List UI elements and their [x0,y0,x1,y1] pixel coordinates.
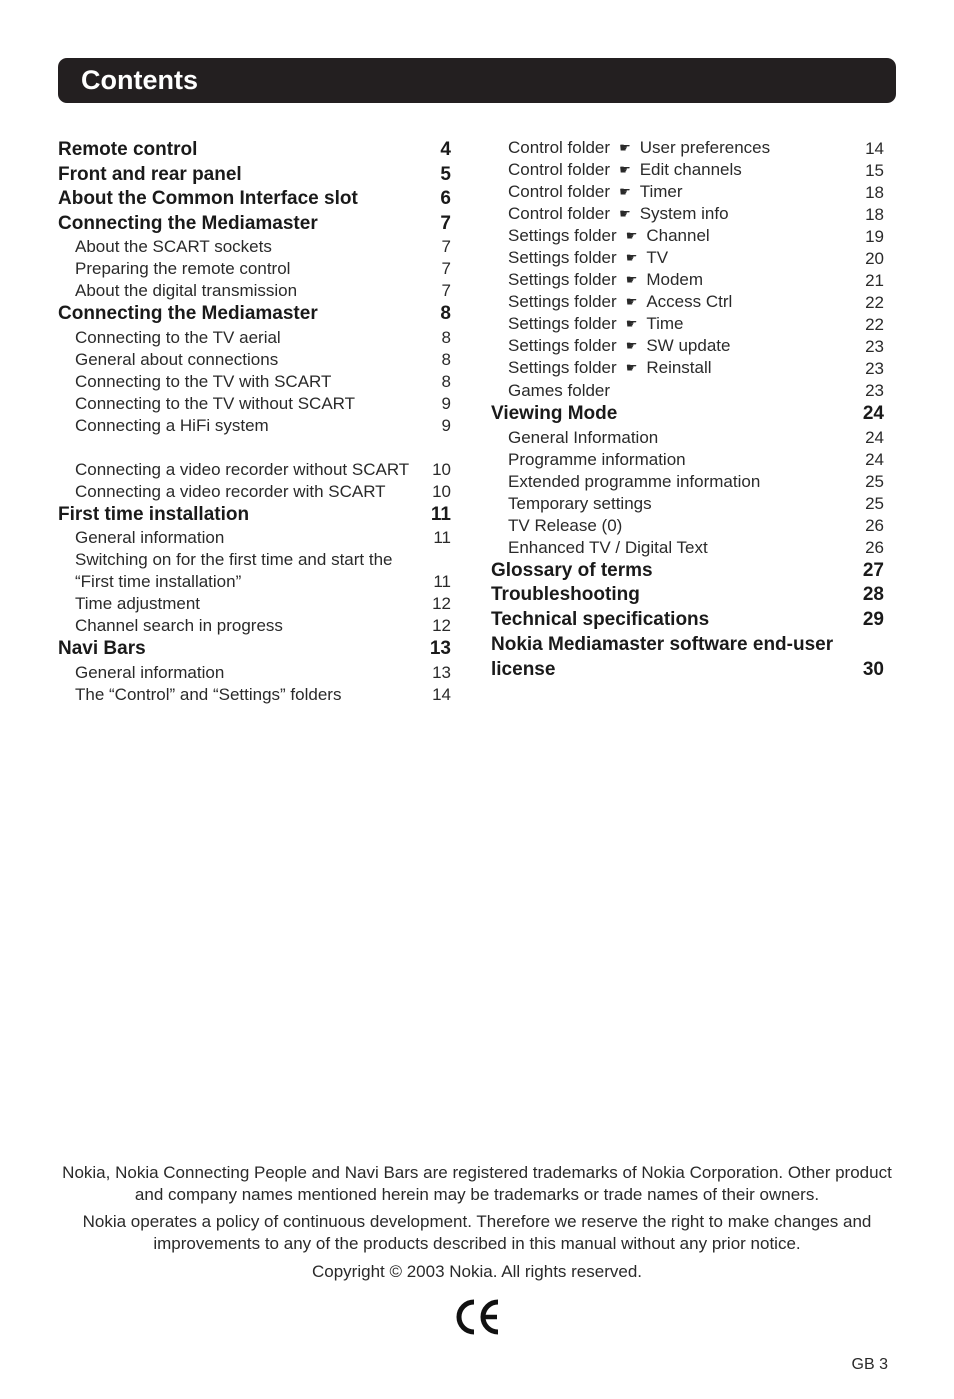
toc-entry-title: General Information [508,427,659,447]
pointing-hand-icon: ☛ [625,338,638,353]
toc-entry-title: Preparing the remote control [75,259,291,278]
toc-page-number: 24 [865,427,884,447]
toc-entry-title: Connecting the Mediamaster [58,303,318,324]
pointing-hand-icon: ☛ [625,250,638,265]
toc-entry-title: Glossary of terms [491,559,653,581]
toc-folder-name: Settings folder [508,270,617,289]
toc-entry-title: Nokia Mediamaster software end-user license [491,634,834,680]
toc-folder-item: TV [646,248,669,267]
toc-section-entry [491,583,884,608]
toc-folder-item: Access Ctrl [646,292,733,311]
toc-section-entry [58,163,451,188]
toc-folder-name: Settings folder [508,226,617,245]
toc-entry-title: Channel search in progress [75,616,283,635]
toc-entry-title: Extended programme information [508,471,761,491]
toc-subsection-entry [58,481,451,503]
page-title: Contents [81,65,198,95]
toc-page-number: 7 [441,259,451,278]
toc-page-number: 11 [430,503,451,525]
toc-subsection-entry [491,204,884,226]
toc-page-number: 11 [433,528,451,547]
contents-header [58,58,896,103]
toc-section-entry [58,187,451,212]
toc-folder-item: Reinstall [646,358,712,377]
toc-section-entry [58,637,451,662]
pointing-hand-icon: ☛ [619,184,631,199]
toc-page-number: 7 [441,237,451,256]
toc-page-number: 12 [432,594,451,613]
toc-subsection-entry [58,615,451,637]
toc-entry-title: Games folder [508,381,611,400]
toc-subsection-entry [58,593,451,615]
toc-folder-item: SW update [646,336,731,355]
policy-notice: Nokia operates a policy of continuous development. Therefore we reserve the right to make changes and improvements to any of the products described in this manual without any prior notice. [82,1212,872,1253]
page-number: GB 3 [851,1356,888,1373]
toc-page-number: 8 [441,327,451,347]
toc-entry-title: General information [75,528,225,547]
toc-subsection-entry [58,349,451,371]
toc-page-number: 10 [432,481,451,501]
toc-subsection-entry [491,380,884,402]
toc-subsection-entry [491,292,884,314]
toc-entry-title: Front and rear panel [58,163,242,185]
toc-subsection-entry [58,258,451,280]
toc-entry-title [508,225,854,248]
toc-entry-title [508,159,854,182]
toc-page-number: 23 [865,381,884,400]
ce-mark-icon [452,1296,502,1338]
toc-page-number: 24 [865,449,884,469]
toc-folder-name: Settings folder [508,292,617,311]
toc-page-number: 12 [432,616,451,635]
toc-subsection-entry [491,515,884,537]
toc-entry-title: Enhanced TV / Digital Text [508,537,708,557]
toc-subsection-entry [58,437,451,481]
toc-section-entry [58,212,451,237]
toc-folder-item: Time [646,314,684,333]
toc-page-number: 20 [865,249,884,268]
pointing-hand-icon: ☛ [625,360,638,375]
toc-entry-title: Remote control [58,139,198,160]
toc-page-number: 18 [865,205,884,224]
toc-subsection-entry [491,226,884,248]
toc-entry-title [508,203,854,226]
toc-page-number: 8 [441,371,451,391]
toc-page-number: 26 [865,515,884,535]
toc-left-column [58,138,451,706]
toc-entry-title [508,335,854,358]
toc-subsection-entry [491,138,884,160]
toc-entry-title: Viewing Mode [491,403,618,424]
toc-entry-title: About the digital transmission [75,281,298,300]
toc-folder-item: Timer [639,182,683,201]
toc-entry-title: Troubleshooting [491,584,640,605]
toc-entry-title: Connecting to the TV aerial [75,327,281,347]
toc-entry-title: Time adjustment [75,594,201,613]
toc-page-number: 5 [440,163,451,185]
toc-entry-title: Connecting a video recorder with SCART [75,481,386,501]
toc-folder-name: Control folder [508,182,611,201]
toc-page-number: 27 [862,559,884,581]
toc-subsection-entry [58,280,451,302]
toc-page-number: 14 [865,139,884,158]
toc-subsection-entry [491,358,884,380]
toc-page-number: 25 [865,471,884,491]
toc-page-number: 14 [432,684,451,704]
toc-page-number: 8 [440,303,451,324]
pointing-hand-icon: ☛ [625,294,638,309]
toc-subsection-entry [58,393,451,415]
toc-page-number: 11 [433,572,451,591]
toc-page-number: 7 [440,212,451,234]
toc-entry-title: Connecting to the TV without SCART [75,393,356,413]
toc-subsection-entry [58,549,451,593]
toc-page-number: 9 [441,393,451,413]
toc-entry-title: Connecting the Mediamaster [58,212,318,234]
toc-page-number: 10 [432,459,451,479]
pointing-hand-icon: ☛ [619,206,631,221]
toc-subsection-entry [58,684,451,706]
toc-entry-title: General about connections [75,349,279,369]
toc-page-number: 6 [440,188,451,209]
toc-subsection-entry [491,537,884,559]
toc-folder-item: Channel [646,226,710,245]
toc-subsection-entry [58,415,451,437]
toc-page-number: 18 [865,183,884,202]
toc-entry-title [508,269,854,292]
toc-folder-name: Settings folder [508,336,617,355]
toc-entry-title: Connecting a HiFi system [75,415,269,435]
toc-subsection-entry [58,327,451,349]
toc-subsection-entry [58,527,451,549]
toc-entry-title [508,247,854,270]
toc-right-column [491,138,884,682]
toc-folder-name: Control folder [508,204,611,223]
toc-folder-name: Settings folder [508,314,617,333]
toc-page-number: 19 [865,227,884,246]
toc-entry-title: General information [75,662,225,682]
toc-page-number: 4 [440,139,451,160]
toc-page-number: 13 [432,662,451,682]
toc-entry-title: About the Common Interface slot [58,188,358,209]
toc-page-number: 22 [865,293,884,312]
toc-page-number: 7 [441,281,451,300]
toc-section-entry [491,608,884,633]
toc-page-number: 23 [865,359,884,378]
toc-entry-title [508,357,854,380]
pointing-hand-icon: ☛ [625,228,638,243]
toc-page-number: 9 [441,415,451,435]
toc-entry-title: TV Release (0) [508,515,623,535]
toc-entry-title [508,181,854,204]
toc-entry-title: Technical specifications [491,608,710,630]
toc-folder-name: Control folder [508,138,611,157]
pointing-hand-icon: ☛ [625,316,638,331]
pointing-hand-icon: ☛ [625,272,638,287]
toc-subsection-entry [491,336,884,358]
toc-folder-name: Control folder [508,160,611,179]
toc-entry-title [508,291,854,314]
toc-section-entry [491,402,884,427]
toc-subsection-entry [491,493,884,515]
toc-subsection-entry [491,182,884,204]
toc-section-entry [491,632,884,682]
toc-entry-title: First time installation [58,503,250,525]
toc-entry-title: Connecting to the TV with SCART [75,371,332,391]
toc-page-number: 28 [862,584,884,605]
toc-entry-title: The “Control” and “Settings” folders [75,684,342,704]
toc-subsection-entry [491,248,884,270]
copyright-notice: Copyright © 2003 Nokia. All rights reserved. [311,1262,642,1281]
toc-entry-title [508,137,854,160]
toc-entry-title: Programme information [508,449,686,469]
toc-page-number: 25 [865,493,884,513]
toc-section-entry [58,302,451,327]
toc-folder-item: Modem [646,270,704,289]
toc-page-number: 22 [865,315,884,334]
pointing-hand-icon: ☛ [619,140,631,155]
toc-page-number: 23 [865,337,884,356]
toc-subsection-entry [58,371,451,393]
toc-subsection-entry [491,427,884,449]
toc-subsection-entry [58,662,451,684]
toc-folder-item: User preferences [639,138,771,157]
toc-page-number: 21 [865,271,884,290]
toc-page-number: 15 [865,161,884,180]
toc-page-number: 30 [862,659,884,680]
toc-subsection-entry [491,160,884,182]
pointing-hand-icon: ☛ [619,162,631,177]
toc-subsection-entry [491,471,884,493]
toc-section-entry [58,503,451,528]
toc-folder-name: Settings folder [508,248,617,267]
toc-page-number: 29 [862,608,884,630]
toc-subsection-entry [491,449,884,471]
toc-folder-item: System info [639,204,729,223]
toc-section-entry [58,138,451,163]
toc-page-number: 26 [865,537,884,557]
toc-page-number: 13 [429,638,451,659]
toc-entry-title: Navi Bars [58,638,146,659]
trademark-notice: Nokia, Nokia Connecting People and Navi Bars are registered trademarks of Nokia Corporation. Other product and company names mentioned herein may be trademarks or trade names of their owners. [62,1163,892,1204]
toc-subsection-entry [58,236,451,258]
toc-subsection-entry [491,314,884,336]
toc-folder-item: Edit channels [639,160,742,179]
toc-entry-title: Temporary settings [508,493,652,513]
toc-folder-name: Settings folder [508,358,617,377]
toc-entry-title: About the SCART sockets [75,237,272,256]
toc-subsection-entry [491,270,884,292]
toc-entry-title [508,313,854,336]
toc-entry-title: Connecting a video recorder without SCART [75,459,410,479]
toc-page-number: 8 [441,349,451,369]
toc-page-number: 24 [862,403,884,424]
toc-section-entry [491,559,884,584]
toc-entry-title: Switching on for the first time and start the “First time installation” [75,550,393,591]
